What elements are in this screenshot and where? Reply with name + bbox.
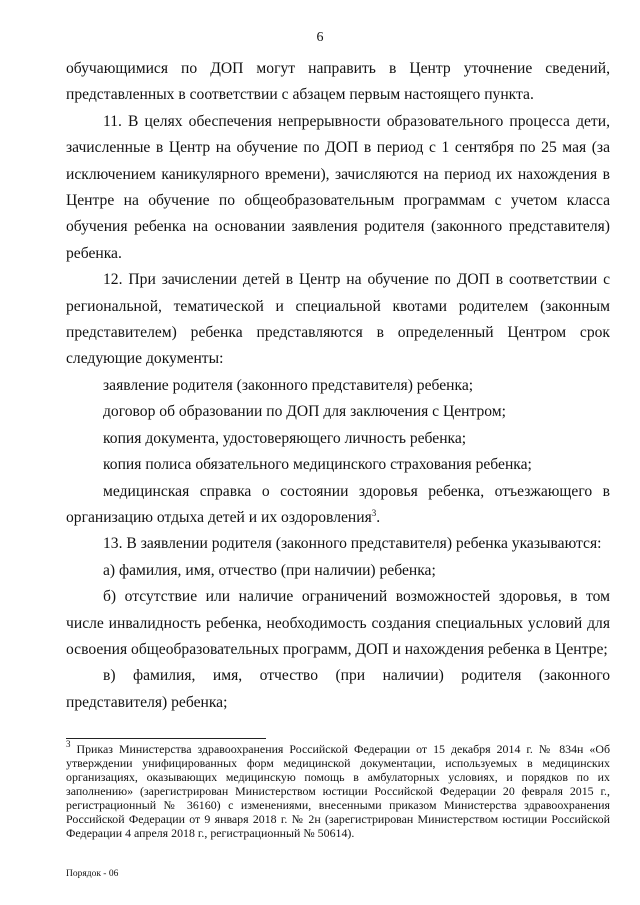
document-body [66, 56, 610, 716]
paragraph-continuation: обучающимися по ДОП могут направить в Центр уточнение сведений, представленных в соответствии с абзацем первым настоящего пункта. [66, 60, 610, 104]
footnote-marker: 3 [66, 739, 71, 749]
subitem-b: б) отсутствие или наличие ограничений возможностей здоровья, в том числе инвалидность ребенка, необходимость создания специальных условий для освоения общеобразовательных программ, ДОП и нахождения ребенка в Центре; [66, 588, 610, 658]
subitem-v: в) фамилия, имя, отчество (при наличии) родителя (законного представителя) ребенка; [66, 667, 610, 711]
paragraph-13: 13. В заявлении родителя (законного представителя) ребенка указываются: [103, 535, 602, 553]
document-list-item-medical [66, 479, 610, 532]
subitem-a: а) фамилия, имя, отчество (при наличии) ребенка; [103, 561, 436, 579]
sentence-end: . [376, 508, 381, 526]
footnote-reference: 3 [371, 507, 377, 518]
paragraph-11: 11. В целях обеспечения непрерывности образовательного процесса дети, зачисленные в Центр на обучение по ДОП в период с 1 сентября по 25 мая (за исключением каникулярного времени), зачисляются на период их нахождения в Центре на обучение по общеобразовательным программам с учетом класса обучения ребенка на основании заявления родителя (законного представителя) ребенка. [66, 112, 610, 262]
document-list-item: копия полиса обязательного медицинского страхования ребенка; [103, 456, 532, 474]
paragraph-12: 12. При зачислении детей в Центр на обучение по ДОП в соответствии с региональной, тематической и специальной квотами родителем (законным представителем) ребенка представляются в определенный Центром срок следующие документы: [66, 271, 610, 368]
medical-certificate-text: медицинская справка о состоянии здоровья ребенка, отъезжающего в организацию отдыха детей и их оздоровления [66, 482, 610, 526]
document-list-item: договор об образовании по ДОП для заключения с Центром; [103, 403, 506, 421]
document-list-item: копия документа, удостоверяющего личность ребенка; [103, 429, 467, 447]
document-list-item: заявление родителя (законного представителя) ребенка; [103, 376, 474, 394]
footnote [66, 739, 610, 840]
footer-document-code: Порядок - 06 [66, 869, 119, 879]
page-number: 6 [316, 30, 324, 45]
footnote-divider [66, 738, 266, 739]
footnote-text: Приказ Министерства здравоохранения Российской Федерации от 15 декабря 2014 г. № 834н «Об утверждении унифицированных форм медицинской документации, используемых в медицинских организациях, оказывающих медицинскую помощь в амбулаторных условиях, и порядков по их заполнению» (зарегистрирован Министерством юстиции Российской Федерации 20 февраля 2015 г., регистрационный № 36160) с изменениями, внесенными приказом Министерства здравоохранения Российской Федерации от 9 января 2018 г. № 2н (зарегистрирован Министерством юстиции Российской Федерации 4 апреля 2018 г., регистрационный № 50614). [66, 742, 610, 840]
